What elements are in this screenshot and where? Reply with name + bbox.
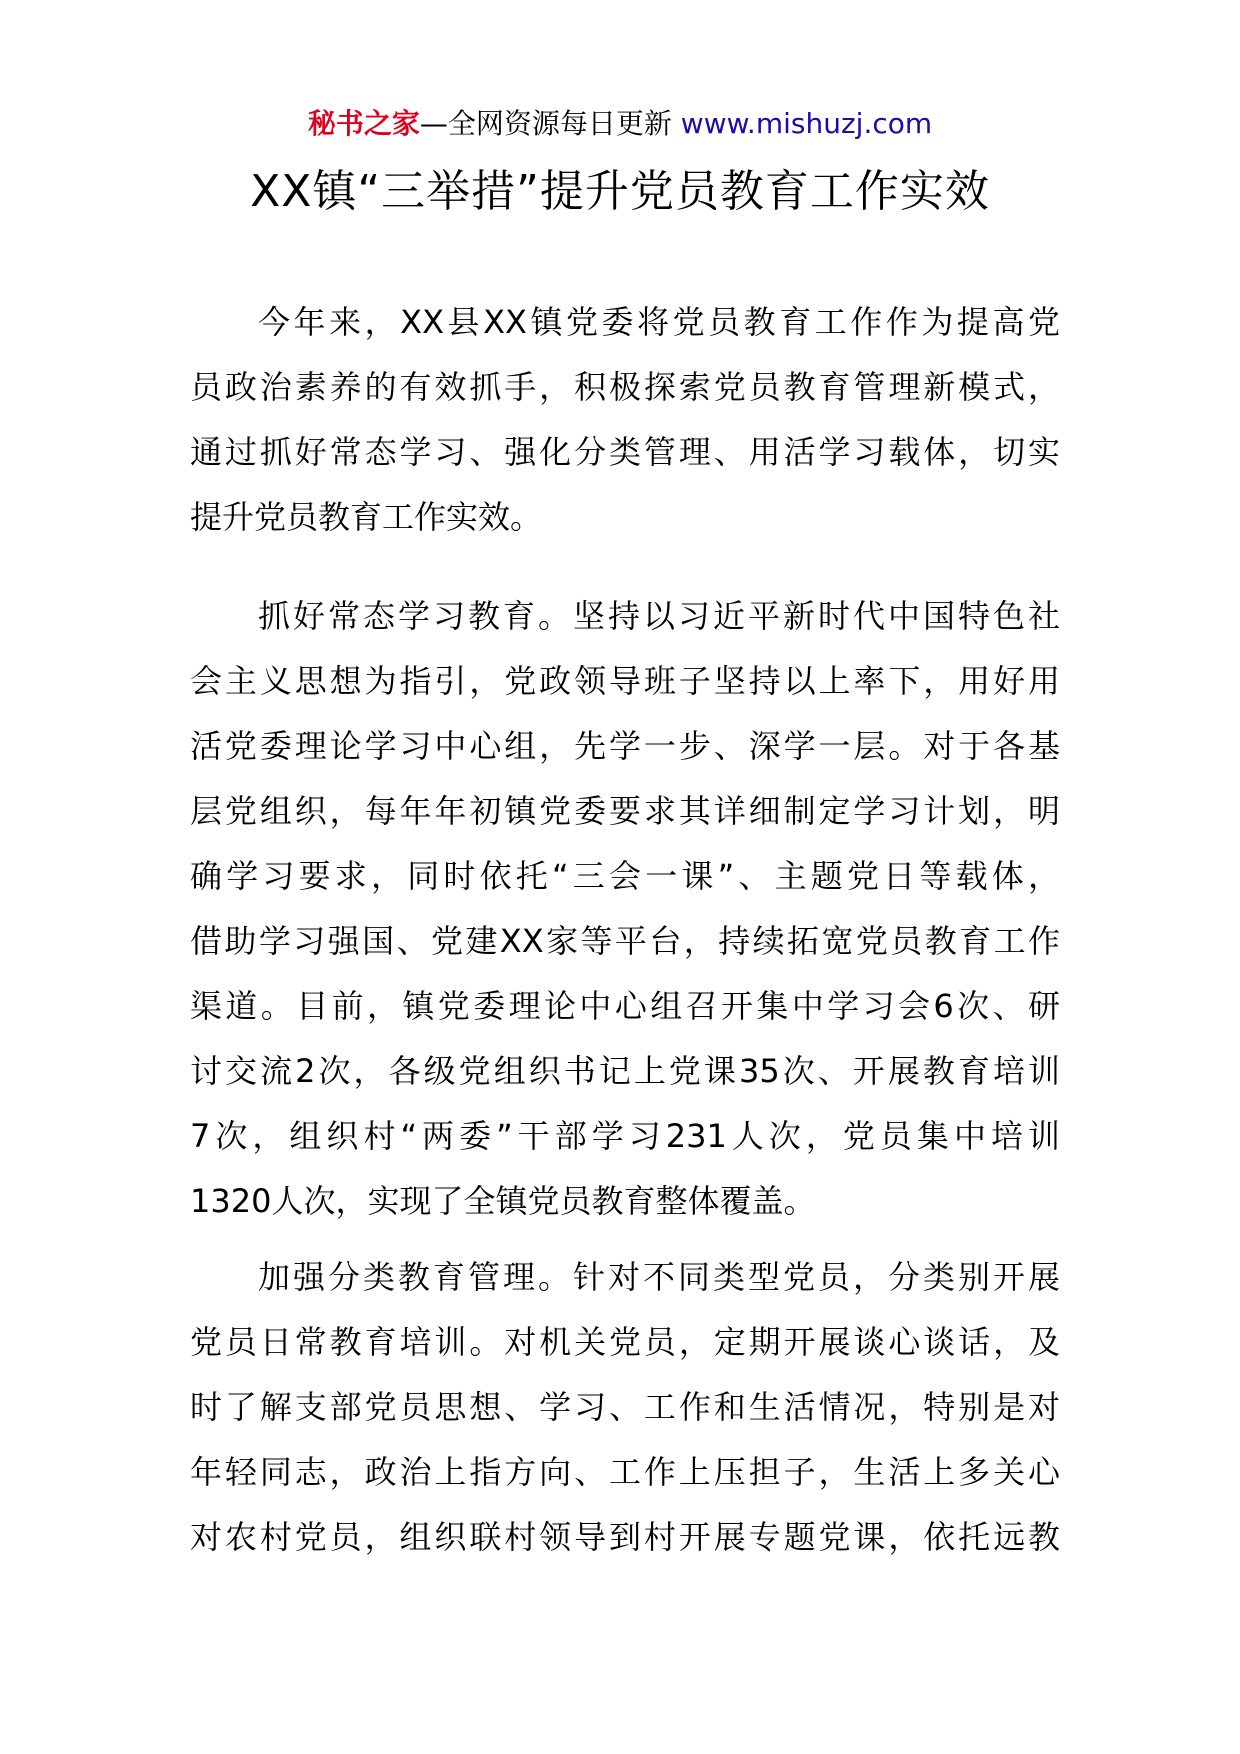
site-header [0, 104, 1240, 144]
paragraph-line: 7次，组织村“两委”干部学习231人次，党员集中培训 [190, 1117, 1060, 1155]
paragraph-line: 层党组织，每年年初镇党委要求其详细制定学习计划，明 [190, 792, 1060, 830]
brand-name: 秘书之家 [307, 107, 420, 140]
paragraph-line: 活党委理论学习中心组，先学一步、深学一层。对于各基 [190, 727, 1060, 765]
paragraph-line: 确学习要求，同时依托“三会一课”、主题党日等载体， [190, 857, 1060, 895]
paragraph-line: 渠道。目前，镇党委理论中心组召开集中学习会6次、研 [190, 987, 1060, 1025]
paragraph-line: 员政治素养的有效抓手，积极探索党员教育管理新模式， [190, 368, 1060, 406]
paragraph-line: 今年来，XX县XX镇党委将党员教育工作作为提高党 [258, 303, 1060, 341]
paragraph-line: 党员日常教育培训。对机关党员，定期开展谈心谈话，及 [190, 1323, 1060, 1361]
paragraph-line: 年轻同志，政治上指方向、工作上压担子，生活上多关心 [190, 1453, 1060, 1491]
document-title: XX镇“三举措”提升党员教育工作实效 [250, 166, 990, 217]
paragraph-classified-management [190, 1245, 1060, 1570]
paragraph-line: 时了解支部党员思想、学习、工作和生活情况，特别是对 [190, 1388, 1060, 1426]
paragraph-intro [190, 290, 1060, 550]
paragraph-line: 提升党员教育工作实效。 [190, 498, 543, 536]
paragraph-line: 通过抓好常态学习、强化分类管理、用活学习载体，切实 [190, 433, 1060, 471]
paragraph-line: 加强分类教育管理。针对不同类型党员，分类别开展 [258, 1258, 1060, 1296]
paragraph-line: 对农村党员，组织联村领导到村开展专题党课，依托远教 [190, 1518, 1060, 1556]
header-slogan: —全网资源每日更新 [419, 107, 672, 140]
paragraph-routine-study [190, 584, 1060, 1234]
paragraph-line: 会主义思想为指引，党政领导班子坚持以上率下，用好用 [190, 662, 1060, 700]
paragraph-line: 1320人次，实现了全镇党员教育整体覆盖。 [190, 1182, 816, 1220]
site-url-link[interactable]: www.mishuzj.com [680, 107, 933, 140]
paragraph-line: 借助学习强国、党建XX家等平台，持续拓宽党员教育工作 [190, 922, 1060, 960]
paragraph-line: 抓好常态学习教育。坚持以习近平新时代中国特色社 [258, 597, 1060, 635]
paragraph-line: 讨交流2次，各级党组织书记上党课35次、开展教育培训 [190, 1052, 1060, 1090]
